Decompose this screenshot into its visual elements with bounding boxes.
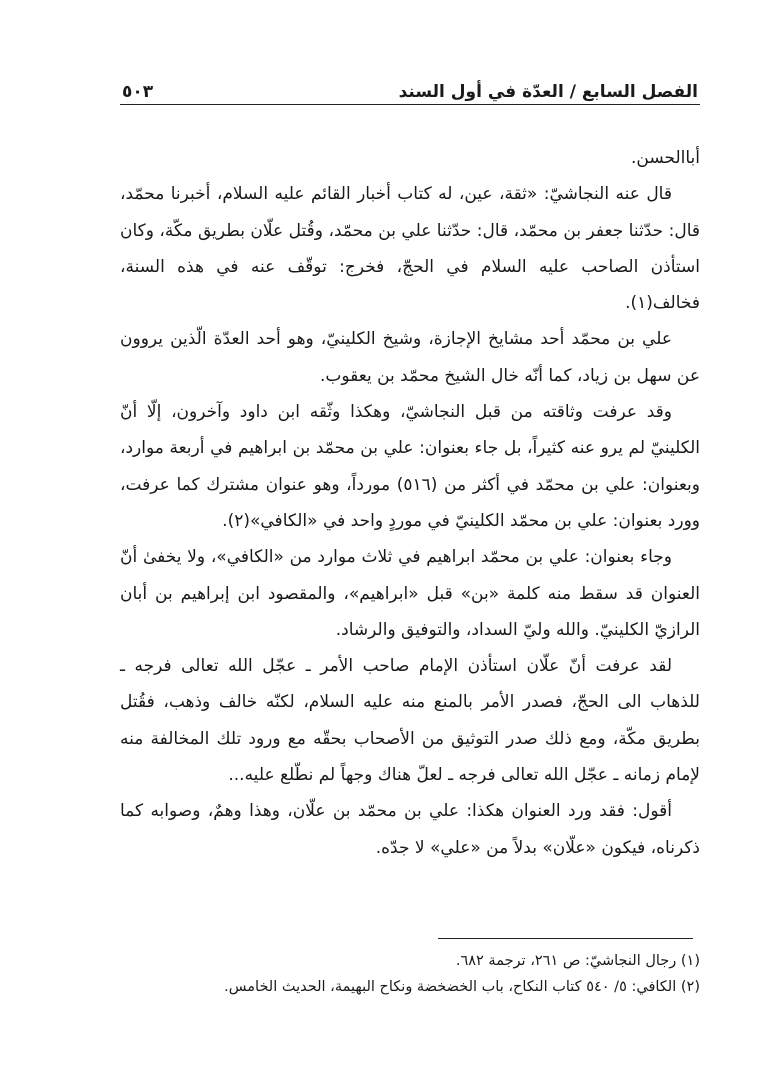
footnote: (٢) الكافي: ٥/ ٥٤٠ كتاب النكاح، باب الخضخضة ونكاح البهيمة، الحديث الخامس. (224, 979, 700, 995)
paragraph: علي بن محمّد أحد مشايخ الإجازة، وشيخ الكلينيّ، وهو أحد العدّة الّذين يروون عن سهل بن زياد، كما أنّه خال الشيخ محمّد بن يعقوب. (120, 329, 700, 386)
footnote-rule (438, 938, 693, 939)
paragraph: أباالحسن. (630, 148, 700, 168)
paragraph: قال عنه النجاشيّ: «ثقة، عين، له كتاب أخبار القائم عليه السلام، أخبرنا محمّد، قال: حدّثنا جعفر بن محمّد، قال: حدّثنا علي بن محمّد، وقُتل علّان بطريق مكّة، وكان استأذن الصاحب عليه السلام في الحجّ، فخرج: توقّف عنه في هذه السنة، فخالف(١). (120, 184, 700, 314)
footnotes (120, 948, 700, 1000)
paragraph: وجاء بعنوان: علي بن محمّد ابراهيم في ثلاث موارد من «الكافي»، ولا يخفىٰ أنّ العنوان قد سقط منه كلمة «بن» قبل «ابراهيم»، والمقصود ابن إبراهيم بن أبان الرازيّ الكلينيّ. والله وليّ السداد، والتوفيق والرشاد. (120, 547, 700, 640)
running-title: الفصل السابع / العدّة في أول السند (398, 82, 698, 102)
paragraph: لقد عرفت أنّ علّان استأذن الإمام صاحب الأمر ـ عجّل الله تعالى فرجه ـ للذهاب الى الحجّ، فصدر الأمر بالمنع منه عليه السلام، لكنّه خالف وذهب، فقُتل بطريق مكّة، ومع ذلك صدر التوثيق من الأصحاب بحقّه مع ورود تلك المخالفة منه لإمام زمانه ـ عجّل الله تعالى فرجه ـ لعلّ هناك وجهاً لم نطّلع عليه... (120, 656, 700, 786)
header-rule (120, 104, 700, 105)
main-text (120, 140, 700, 866)
paragraph: وقد عرفت وثاقته من قبل النجاشيّ، وهكذا وثّقه ابن داود وآخرون، إلّا أنّ الكلينيّ لم يرو عنه كثيراً، بل جاء بعنوان: علي بن محمّد بن ابراهيم في أربعة موارد، وبعنوان: علي بن محمّد في أكثر من (٥١٦) مورداً، وهو عنوان مشترك كما عرفت، وورد بعنوان: علي بن محمّد الكلينيّ في موردٍ واحد في «الكافي»(٢). (120, 402, 700, 531)
page-header (122, 70, 698, 102)
footnote: (١) رجال النجاشيّ: ص ٢٦١، ترجمة ٦٨٢. (455, 953, 700, 969)
page-number: ٥٠٣ (122, 82, 154, 102)
paragraph: أقول: فقد ورد العنوان هكذا: علي بن محمّد بن علّان، وهذا وهمٌ، وصوابه كما ذكرناه، فيكون «علّان» بدلاً من «علي» لا جدّه. (120, 801, 700, 858)
